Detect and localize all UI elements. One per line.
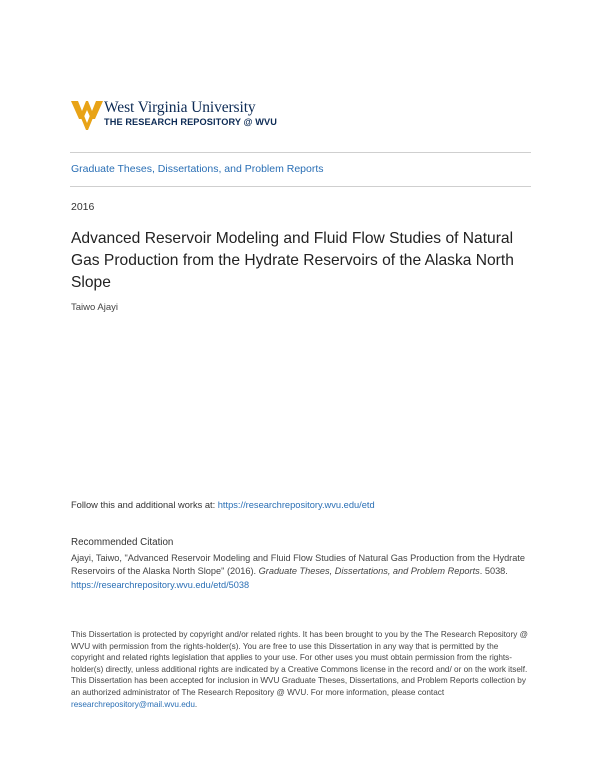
rights-notice — [71, 629, 533, 710]
follow-label: Follow this and additional works at: — [71, 500, 218, 510]
wvu-logo[interactable] — [71, 99, 331, 135]
author-name: Taiwo Ajayi — [71, 302, 118, 313]
wv-flying-wv-icon — [71, 101, 103, 131]
logo-repository-name: THE RESEARCH REPOSITORY @ WVU — [104, 117, 278, 127]
notice-body: This Dissertation is protected by copyright and/or related rights. It has been brought to you by the The Research Repository @ WVU with permission from the rights-holder(s). You are free to use this Dissertation in any way that is permitted by the copyright and related rights legislation that applies to your use. For other uses you must obtain permission from the rights-holder(s) directly, unless additional rights are indicated by a Creative Commons license in the record and/ or on the work itself. This Dissertation has been accepted for inclusion in WVU Graduate Theses, Dissertations, and Problem Reports collection by an authorized administrator of The Research Repository @ WVU. For more information, please contact — [71, 630, 528, 697]
notice-end: . — [194, 699, 198, 709]
publication-year: 2016 — [71, 201, 95, 213]
citation-url-link[interactable]: https://researchrepository.wvu.edu/etd/5038 — [71, 579, 250, 590]
divider-top — [70, 152, 531, 153]
citation-body: Ajayi, Taiwo, "Advanced Reservoir Modeling and Fluid Flow Studies of Natural Gas Production from the Hydrate Reservoirs of the Alaska North Slope" (2016). — [71, 553, 526, 577]
document-title: Advanced Reservoir Modeling and Fluid Flow Studies of Natural Gas Production from the Hydrate Reservoirs of the Alaska North Slope — [71, 230, 514, 291]
logo-university-name: West Virginia University — [104, 99, 256, 116]
contact-email-link[interactable]: researchrepository@mail.wvu.edu — [71, 699, 195, 709]
divider-bottom — [70, 186, 531, 187]
citation-text — [71, 552, 533, 592]
follow-line — [71, 500, 375, 510]
series-link[interactable]: Graduate Theses, Dissertations, and Problem Reports — [71, 163, 324, 175]
citation-number: . 5038. — [479, 566, 508, 577]
citation-series: Graduate Theses, Dissertations, and Problem Reports — [258, 566, 480, 577]
recommended-citation-heading: Recommended Citation — [71, 537, 174, 548]
follow-url-link[interactable]: https://researchrepository.wvu.edu/etd — [217, 500, 375, 510]
